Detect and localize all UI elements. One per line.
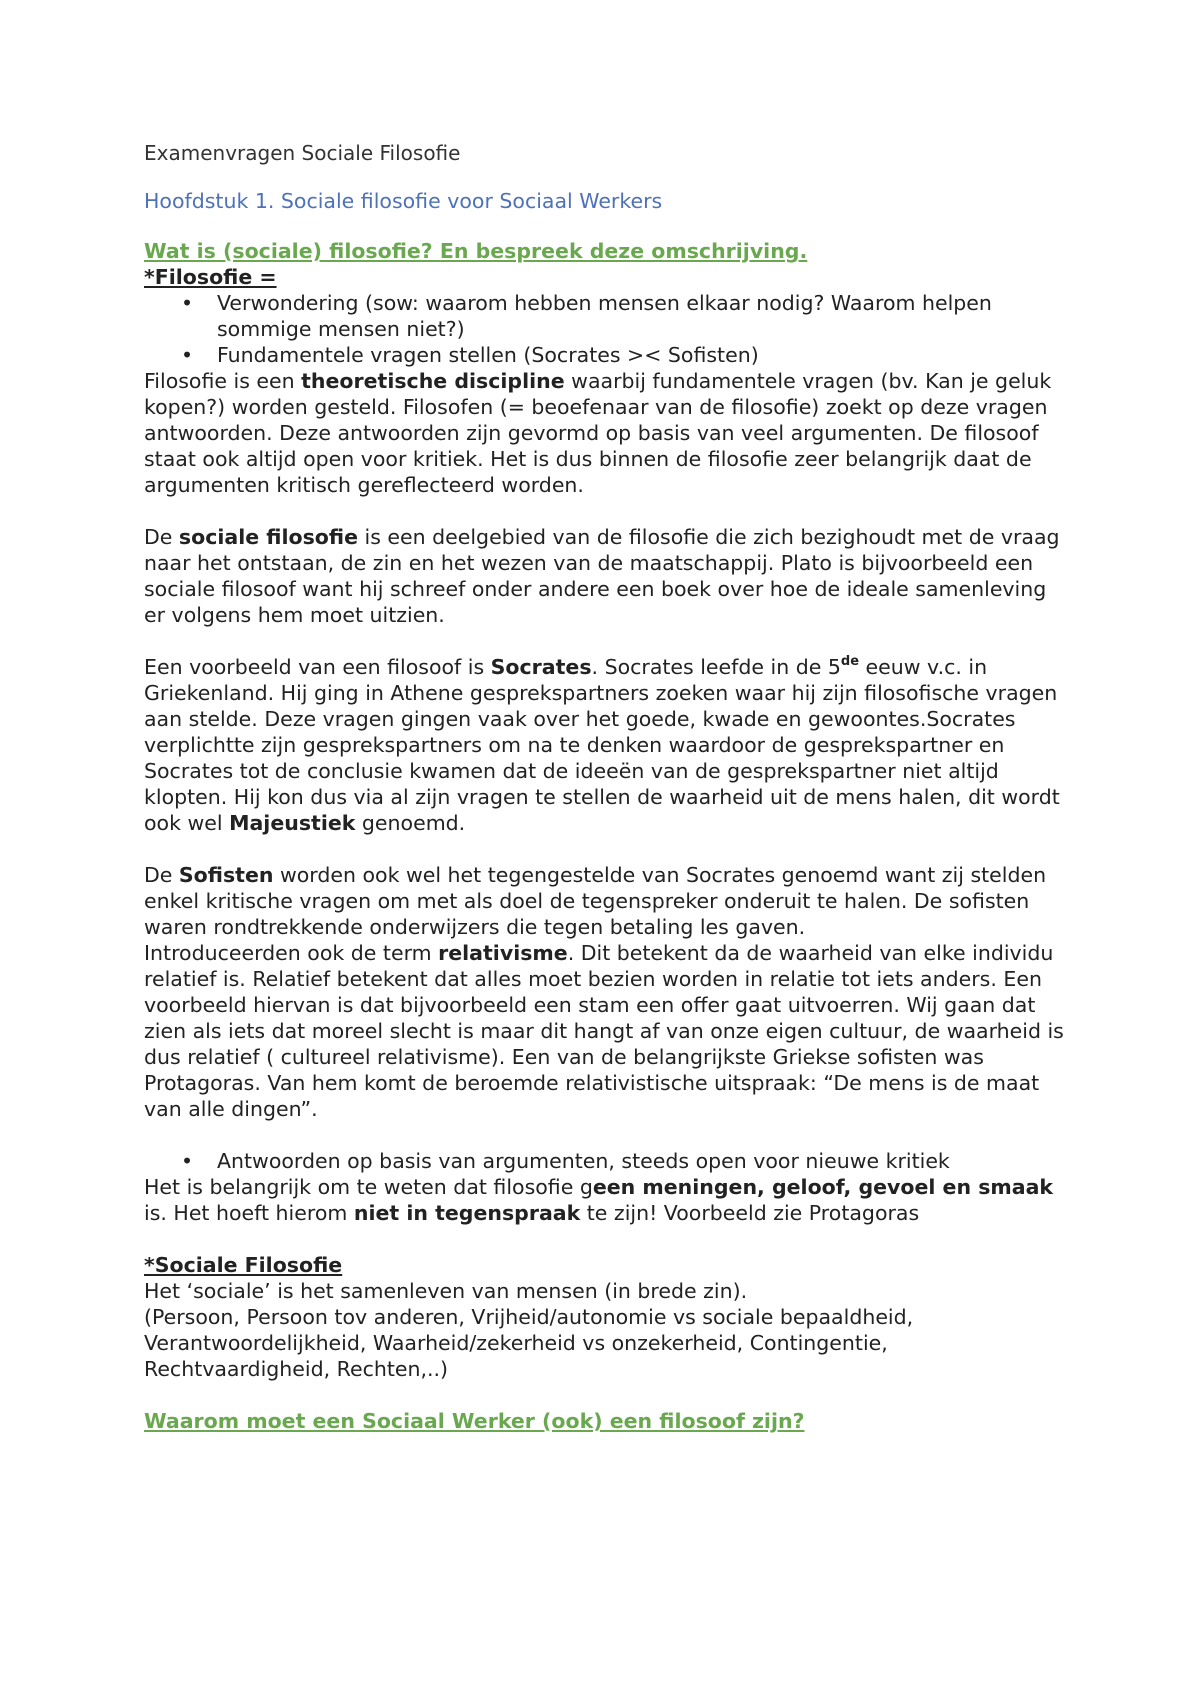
paragraph-belangrijk: Het is belangrijk om te weten dat filosofie geen meningen, geloof, gevoel en smaak is. Het hoeft hierom niet in tegenspraak te zijn! Voorbeeld zie Protagoras	[144, 1175, 1054, 1225]
question-heading-1: Wat is (sociale) filosofie? En bespreek deze omschrijving.	[144, 239, 808, 263]
paragraph-sofisten: De Sofisten worden ook wel het tegengestelde van Socrates genoemd want zij stelden enkel kritische vragen om met als doel de tegenspreker onderuit te halen. De sofisten waren rondtrekkende onderwijzers die tegen betaling les gaven.	[144, 863, 1047, 939]
paragraph-sociale: Het ‘sociale’ is het samenleven van mensen (in brede zin).	[144, 1279, 748, 1303]
list-item: • Fundamentele vragen stellen (Socrates >< Sofisten)	[217, 342, 1064, 368]
bullet-list-2	[144, 1148, 1064, 1174]
list-item: • Verwondering (sow: waarom hebben mensen elkaar nodig? Waarom helpen sommige mensen niet?)	[217, 290, 1064, 342]
paragraph-topics: (Persoon, Persoon tov anderen, Vrijheid/autonomie vs sociale bepaaldheid, Verantwoordelijkheid, Waarheid/zekerheid vs onzekerheid, Contingentie, Rechtvaardigheid, Rechten,..)	[144, 1305, 914, 1381]
paragraph-filosofie: Filosofie is een theoretische discipline waarbij fundamentele vragen (bv. Kan je geluk kopen?) worden gesteld. Filosofen (= beoefenaar van de filosofie) zoekt op deze vragen antwoorden. Deze antwoorden zijn gevormd op basis van veel argumenten. De filosoof staat ook altijd open voor kritiek. Het is dus binnen de filosofie zeer belangrijk daat de argumenten kritisch gereflecteerd worden.	[144, 369, 1052, 497]
chapter-heading: Hoofdstuk 1. Sociale filosofie voor Sociaal Werkers	[144, 189, 663, 213]
filosofie-label: *Filosofie =	[144, 265, 277, 289]
question-heading-2: Waarom moet een Sociaal Werker (ook) een filosoof zijn?	[144, 1409, 805, 1433]
document-title: Examenvragen Sociale Filosofie	[144, 141, 461, 165]
paragraph-relativisme: Introduceerden ook de term relativisme. Dit betekent da de waarheid van elke individu relatief is. Relatief betekent dat alles moet bezien worden in relatie tot iets anders. Een voorbeeld hiervan is dat bijvoorbeeld een stam een offer gaat uitvoerren. Wij gaan dat zien als iets dat moreel slecht is maar dit hangt af van onze eigen cultuur, de waarheid is dus relatief ( cultureel relativisme). Een van de belangrijkste Griekse sofisten was Protagoras. Van hem komt de beroemde relativistische uitspraak: “De mens is de maat van alle dingen”.	[144, 941, 1064, 1121]
document-page	[144, 140, 1064, 1434]
list-item: • Antwoorden op basis van argumenten, steeds open voor nieuwe kritiek	[217, 1148, 1064, 1174]
paragraph-sociale-filosofie: De sociale filosofie is een deelgebied van de filosofie die zich bezighoudt met de vraag naar het ontstaan, de zin en het wezen van de maatschappij. Plato is bijvoorbeeld een sociale filosoof want hij schreef onder andere een boek over hoe de ideale samenleving er volgens hem moet uitzien.	[144, 525, 1060, 627]
sociale-filosofie-label: *Sociale Filosofie	[144, 1253, 343, 1277]
paragraph-socrates: Een voorbeeld van een filosoof is Socrates. Socrates leefde in de 5de eeuw v.c. in Griekenland. Hij ging in Athene gesprekspartners zoeken waar hij zijn filosofische vragen aan stelde. Deze vragen gingen vaak over het goede, kwade en gewoontes.Socrates verplichtte zijn gesprekspartners om na te denken waardoor de gesprekspartner en Socrates tot de conclusie kwamen dat de ideeën van de gesprekspartner niet altijd klopten. Hij kon dus via al zijn vragen te stellen de waarheid uit de mens halen, dit wordt ook wel Majeustiek genoemd.	[144, 654, 1060, 835]
bullet-list-1	[144, 290, 1064, 368]
